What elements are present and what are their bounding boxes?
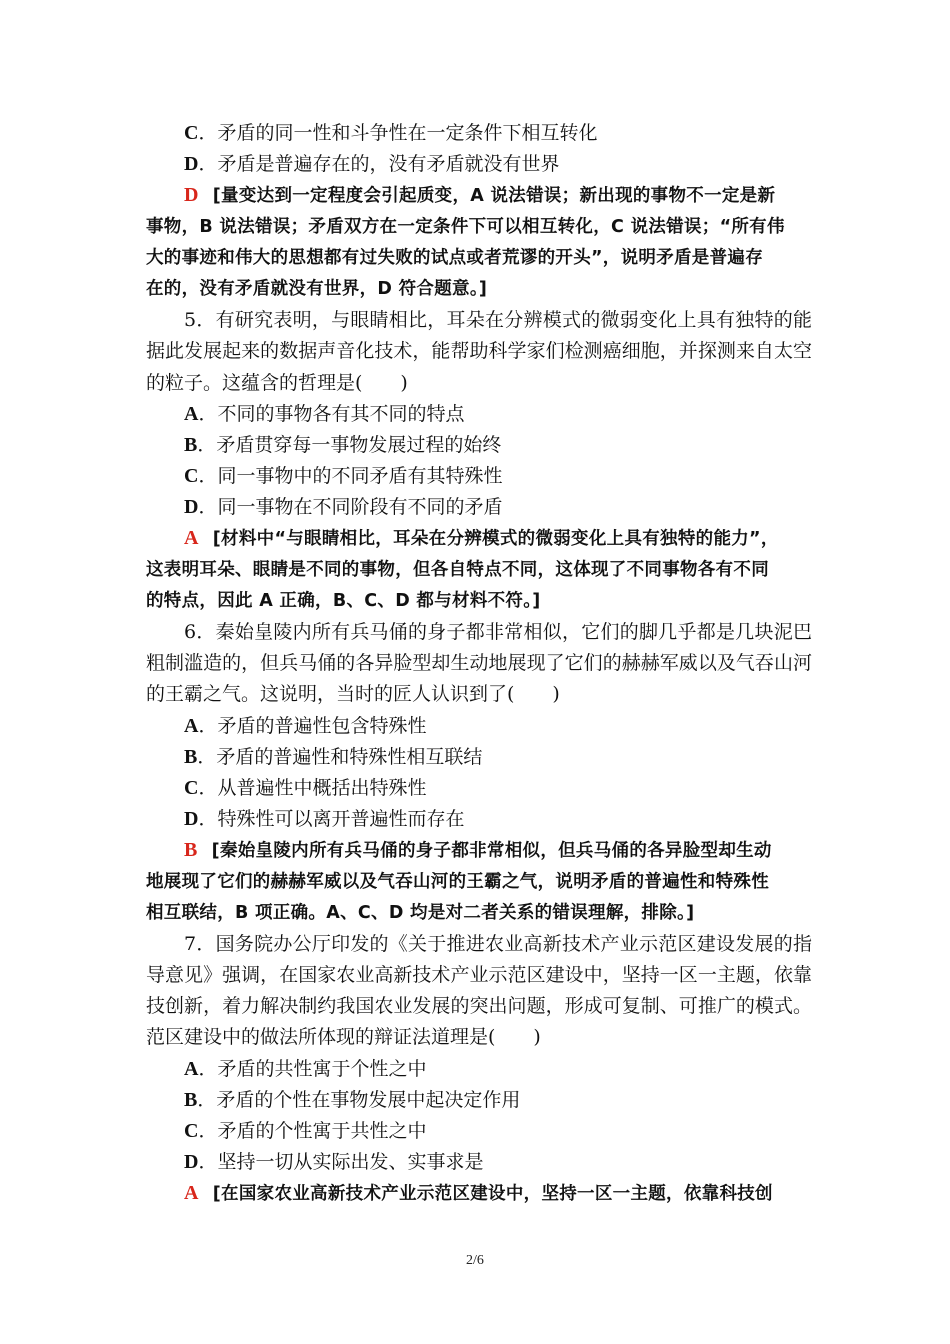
line-text: ．不同的事物各有其不同的特点 <box>198 402 465 425</box>
text-line <box>146 898 812 929</box>
text-line <box>146 305 812 336</box>
line-text: 在的，没有矛盾就没有世界，D 符合题意。] <box>146 278 488 299</box>
text-line <box>146 742 812 773</box>
text-line <box>146 1054 812 1085</box>
line-text: 事物，B 说法错误；矛盾双方在一定条件下可以相互转化，C 说法错误；“所有伟 <box>146 216 785 237</box>
text-line <box>146 867 812 898</box>
text-line <box>146 368 812 399</box>
text-line <box>146 461 812 492</box>
line-text: 据此发展起来的数据声音化技术，能帮助科学家们检测癌细胞，并探测来自太空 <box>146 340 812 363</box>
line-text: [材料中“与眼睛相比，耳朵在分辨模式的微弱变化上具有独特的能力”， <box>212 529 779 550</box>
text-line <box>146 555 812 586</box>
line-text: 6．秦始皇陵内所有兵马俑的身子都非常相似，它们的脚几乎都是几块泥巴 <box>184 621 812 643</box>
line-text: ．矛盾贯穿每一事物发展过程的始终 <box>197 433 502 456</box>
line-text: [量变达到一定程度会引起质变，A 说法错误；新出现的事物不一定是新 <box>212 186 776 207</box>
option-letter: C <box>184 122 199 144</box>
text-line <box>146 1085 812 1116</box>
line-text: 的特点，因此 A 正确，B、C、D 都与材料不符。] <box>146 590 541 611</box>
text-line <box>146 617 812 648</box>
option-letter: B <box>184 745 198 768</box>
text-line <box>146 835 812 866</box>
text-line <box>146 149 812 180</box>
text-line <box>146 399 812 430</box>
line-text: ．矛盾的个性寓于共性之中 <box>198 1120 427 1142</box>
line-text: ．矛盾的普遍性和特殊性相互联结 <box>197 745 483 768</box>
option-letter: A <box>184 1057 199 1080</box>
answer-key: B <box>184 839 198 862</box>
option-letter: C <box>184 1120 199 1142</box>
line-text: 粗制滥造的，但兵马俑的各异脸型却生动地展现了它们的赫赫军威以及气吞山河 <box>146 652 812 675</box>
text-line <box>146 960 812 991</box>
line-text: 5．有研究表明，与眼睛相比，耳朵在分辨模式的微弱变化上具有独特的能 <box>184 309 812 332</box>
line-text: 导意见》强调，在国家农业高新技术产业示范区建设中，坚持一区一主题，依靠 <box>146 964 812 987</box>
option-letter: D <box>184 808 199 831</box>
text-line <box>146 523 812 554</box>
text-line <box>146 336 812 367</box>
text-line <box>146 492 812 523</box>
line-text: 地展现了它们的赫赫军威以及气吞山河的王霸之气，说明矛盾的普遍性和特殊性 <box>146 871 769 892</box>
option-letter: D <box>184 496 199 519</box>
page-content <box>146 118 812 1210</box>
line-text: ．矛盾的个性在事物发展中起决定作用 <box>197 1088 521 1111</box>
line-text: ．矛盾的普遍性包含特殊性 <box>198 714 427 737</box>
line-text: 范区建设中的做法所体现的辩证法道理是( ) <box>146 1026 541 1049</box>
line-text: [在国家农业高新技术产业示范区建设中，坚持一区一主题，依靠科技创 <box>212 1184 773 1205</box>
option-letter: A <box>184 402 199 425</box>
text-line <box>146 586 812 617</box>
text-line <box>146 243 812 274</box>
line-text: [秦始皇陵内所有兵马俑的身子都非常相似，但兵马俑的各异脸型却生动 <box>211 841 772 862</box>
option-letter: A <box>184 714 199 737</box>
text-line <box>146 430 812 461</box>
text-line <box>146 648 812 679</box>
text-line <box>146 804 812 835</box>
text-line <box>146 1147 812 1178</box>
line-text: ．同一事物在不同阶段有不同的矛盾 <box>198 496 503 519</box>
line-text: ．特殊性可以离开普遍性而存在 <box>198 808 465 831</box>
line-text: 7．国务院办公厅印发的《关于推进农业高新技术产业示范区建设发展的指 <box>184 932 812 955</box>
text-line <box>146 212 812 243</box>
text-line <box>146 773 812 804</box>
option-letter: C <box>184 465 199 488</box>
text-line <box>146 711 812 742</box>
text-line <box>146 991 812 1022</box>
line-text: ．矛盾的同一性和斗争性在一定条件下相互转化 <box>198 122 598 144</box>
line-text: ．从普遍性中概括出特殊性 <box>198 776 427 799</box>
line-text: ．坚持一切从实际出发、实事求是 <box>198 1151 484 1174</box>
line-text: 技创新，着力解决制约我国农业发展的突出问题，形成可复制、可推广的模式。 <box>146 995 812 1018</box>
line-text: 大的事迹和伟大的思想都有过失败的试点或者荒谬的开头”，说明矛盾是普遍存 <box>146 247 763 268</box>
text-line <box>146 1178 812 1209</box>
line-text: ．矛盾是普遍存在的，没有矛盾就没有世界 <box>198 153 560 176</box>
line-text: 的粒子。这蕴含的哲理是( ) <box>146 371 408 394</box>
option-letter: B <box>184 433 198 456</box>
option-letter: D <box>184 1151 199 1174</box>
line-text: 这表明耳朵、眼睛是不同的事物，但各自特点不同，这体现了不同事物各有不同 <box>146 559 769 580</box>
text-line <box>146 929 812 960</box>
line-text: ．矛盾的共性寓于个性之中 <box>198 1057 427 1080</box>
line-text: 相互联结，B 项正确。A、C、D 均是对二者关系的错误理解，排除。] <box>146 902 695 923</box>
answer-key: D <box>184 184 199 207</box>
option-letter: C <box>184 776 199 799</box>
page-number: 2/6 <box>466 1253 484 1268</box>
text-line <box>146 1022 812 1053</box>
answer-key: A <box>184 527 199 550</box>
option-letter: D <box>184 153 199 176</box>
text-line <box>146 1116 812 1147</box>
option-letter: B <box>184 1088 198 1111</box>
answer-key: A <box>184 1182 199 1205</box>
text-line <box>146 274 812 305</box>
text-line <box>146 679 812 710</box>
line-text: ．同一事物中的不同矛盾有其特殊性 <box>198 465 503 488</box>
line-text: 的王霸之气。这说明，当时的匠人认识到了( ) <box>146 683 560 706</box>
text-line <box>146 118 812 149</box>
text-line <box>146 180 812 211</box>
